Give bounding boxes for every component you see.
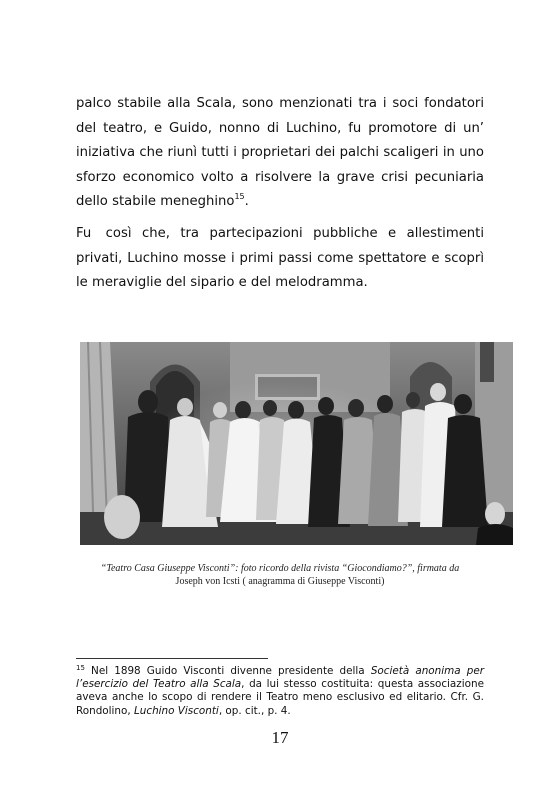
theatre-photo xyxy=(80,342,513,545)
page-number: 17 xyxy=(271,728,289,747)
paragraph-2-text: così che, tra partecipazioni pubbliche e allestimenti privati, Luchino mosse i primi passi come spettatore e scoprì le meraviglie del sipario e del melodramma. xyxy=(76,226,484,291)
body-paragraph-2 xyxy=(76,222,484,296)
footnote-text-3: , op. cit., p. 4. xyxy=(218,704,291,717)
footnote-text-2: , da lui stesso costituita: questa associazione aveva anche lo scopo di rendere il Teatro meno esclusivo ed elitario. Cfr. G. Rondolino, xyxy=(76,678,484,717)
footnote-italic-book: Luchino Visconti xyxy=(133,704,219,717)
footnote-number: 15 xyxy=(76,664,85,672)
footnote-separator xyxy=(76,658,268,659)
footnote-text-1: Nel 1898 Guido Visconti divenne presidente della xyxy=(84,665,371,677)
body-paragraph-1 xyxy=(76,92,484,215)
paragraph-1-text: palco stabile alla Scala, sono menzionati tra i soci fondatori del teatro, e Guido, nonno di Luchino, fu promotore di un’ iniziativa che riunì tutti i proprietari dei palchi scaligeri in uno sforzo economico volto a risolvere la grave crisi pecuniaria dello stabile meneghino xyxy=(76,96,484,210)
photo-caption-line-1: “Teatro Casa Giuseppe Visconti”: foto ricordo della rivista “Giocondiamo?”, firmata da xyxy=(100,563,460,574)
photo-caption-line-2: Joseph von Icsti ( anagramma di Giuseppe Visconti) xyxy=(175,576,385,587)
paragraph-2-lead: Fu xyxy=(76,226,92,241)
footnote-reference[interactable]: 15 xyxy=(234,192,245,202)
theatre-photo-image xyxy=(80,342,513,545)
footnote-italic-company: Società anonima per l’esercizio del Teatro alla Scala xyxy=(76,665,484,691)
footnote-15 xyxy=(76,665,484,718)
paragraph-1-end: . xyxy=(244,194,249,210)
